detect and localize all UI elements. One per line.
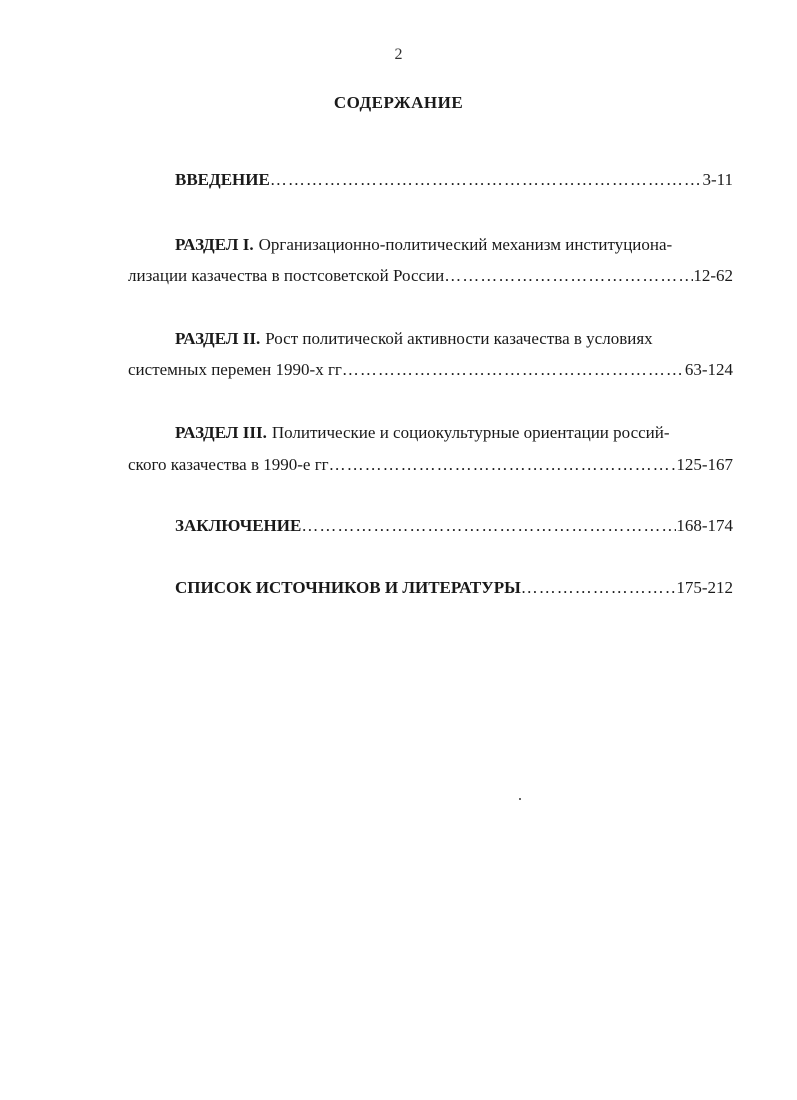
- toc-leader: [342, 360, 685, 380]
- toc-entry-conclusion[interactable]: [175, 516, 733, 536]
- toc-text-section2-line2: системных перемен 1990-х гг: [128, 360, 342, 379]
- toc-pages-section1: 12-62: [693, 266, 733, 285]
- toc-heading-section1: РАЗДЕЛ I.: [175, 235, 254, 254]
- toc-pages-sources: 175-212: [676, 578, 733, 597]
- page-number: 2: [394, 46, 403, 63]
- page-title: СОДЕРЖАНИЕ: [333, 93, 464, 112]
- toc-text-section3-line2: ского казачества в 1990-е гг: [128, 455, 329, 474]
- toc-text-section1-line2: лизации казачества в постсоветской России: [128, 266, 445, 285]
- toc-entry-section3-line1[interactable]: [175, 423, 733, 443]
- toc-entry-section1-line2[interactable]: [128, 266, 733, 286]
- toc-heading-intro: ВВЕДЕНИЕ: [175, 170, 270, 189]
- toc-entry-section2-line2[interactable]: [128, 360, 733, 380]
- toc-text-section3-line1: Политические и социокультурные ориентации россий-: [271, 423, 670, 442]
- toc-leader: [444, 266, 693, 286]
- toc-leader: [270, 170, 703, 190]
- toc-leader: [329, 455, 677, 475]
- toc-heading-conclusion: ЗАКЛЮЧЕНИЕ: [175, 516, 302, 535]
- toc-entry-intro[interactable]: [175, 170, 733, 190]
- toc-pages-section2: 63-124: [684, 360, 733, 379]
- toc-text-section2-line1: Рост политической активности казачества в условиях: [265, 329, 653, 348]
- toc-pages-section3: 125-167: [676, 455, 733, 474]
- toc-text-section1-line1: Организационно-политический механизм институциона-: [258, 235, 673, 254]
- toc-pages-conclusion: 168-174: [676, 516, 733, 535]
- toc-entry-section3-line2[interactable]: [128, 455, 733, 475]
- toc-leader: [521, 578, 677, 598]
- scan-speck: [519, 798, 521, 800]
- toc-entry-sources[interactable]: [175, 578, 733, 598]
- toc-heading-section3: РАЗДЕЛ III.: [175, 423, 267, 442]
- toc-heading-sources: СПИСОК ИСТОЧНИКОВ И ЛИТЕРАТУРЫ: [175, 578, 521, 597]
- toc-leader: [301, 516, 676, 536]
- toc-entry-section2-line1[interactable]: [175, 329, 733, 349]
- toc-heading-section2: РАЗДЕЛ II.: [175, 329, 261, 348]
- toc-pages-intro: 3-11: [702, 170, 733, 189]
- toc-entry-section1-line1[interactable]: [175, 235, 733, 255]
